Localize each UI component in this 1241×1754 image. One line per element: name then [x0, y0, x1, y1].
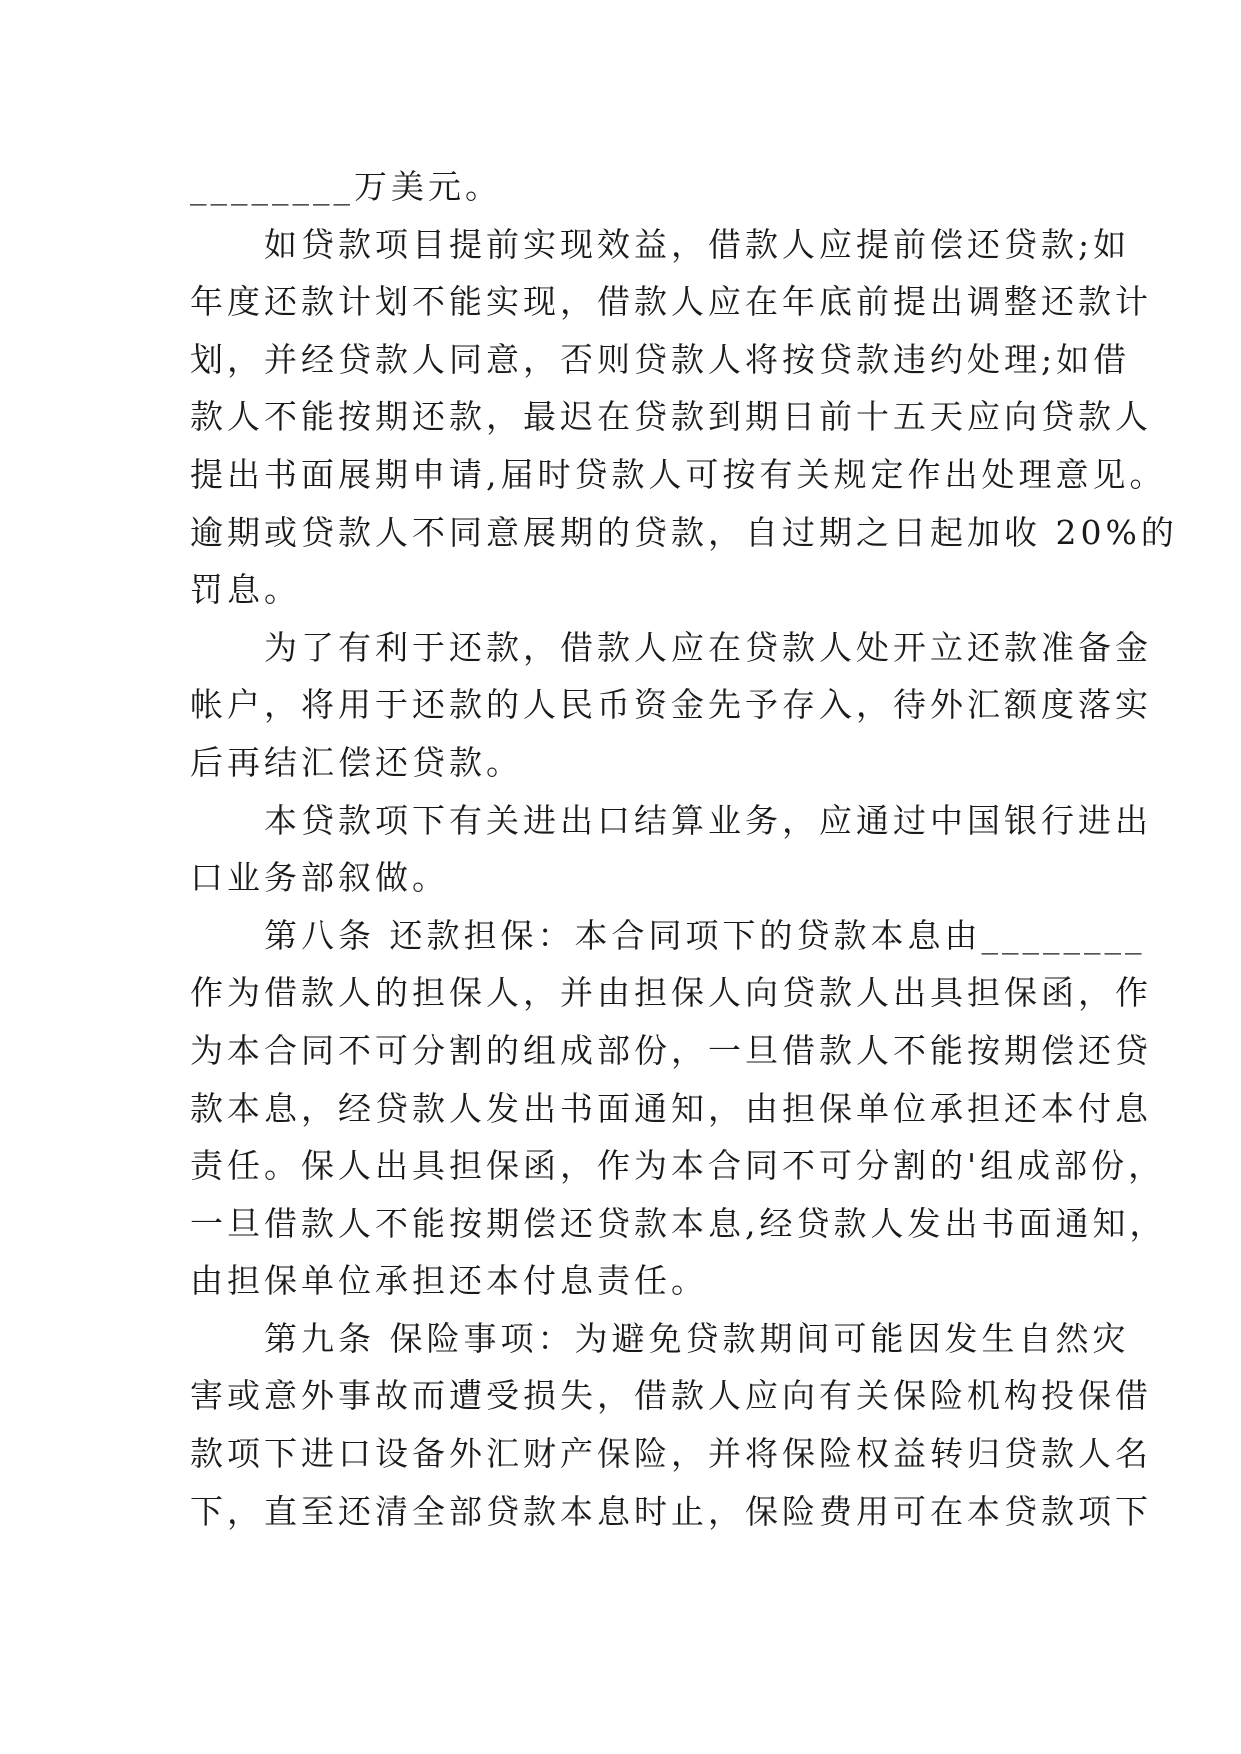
text-line: 款人不能按期还款，最迟在贷款到期日前十五天应向贷款人	[190, 397, 1152, 437]
document-page	[190, 158, 1178, 1540]
text-line: 款本息，经贷款人发出书面通知，由担保单位承担还本付息	[190, 1088, 1152, 1128]
text-line: 本贷款项下有关进出口结算业务，应通过中国银行进出	[190, 800, 1152, 840]
text-line: 为本合同不可分割的组成部份，一旦借款人不能按期偿还贷	[190, 1030, 1152, 1070]
text-line: 逾期或贷款人不同意展期的贷款，自过期之日起加收 20%的	[190, 512, 1178, 552]
text-line: 责任。保人出具担保函，作为本合同不可分割的'组成部份，	[190, 1146, 1166, 1186]
text-line: 如贷款项目提前实现效益，借款人应提前偿还贷款;如	[190, 224, 1131, 264]
text-line: 下，直至还清全部贷款本息时止，保险费用可在本贷款项下	[190, 1491, 1152, 1531]
text-line: 第九条 保险事项：为避免贷款期间可能因发生自然灾	[190, 1318, 1130, 1358]
text-line: 作为借款人的担保人，并由担保人向贷款人出具担保函，作	[190, 973, 1152, 1013]
text-line: 年度还款计划不能实现，借款人应在年底前提出调整还款计	[190, 282, 1152, 322]
text-line: ________万美元。	[190, 167, 502, 206]
text-line: 罚息。	[190, 570, 301, 610]
text-line: 为了有利于还款，借款人应在贷款人处开立还款准备金	[190, 627, 1152, 667]
text-line: 第八条 还款担保：本合同项下的贷款本息由________	[190, 915, 1146, 955]
text-line: 后再结汇偿还贷款。	[190, 742, 523, 782]
text-line: 口业务部叙做。	[190, 858, 449, 898]
text-line: 划，并经贷款人同意，否则贷款人将按贷款违约处理;如借	[190, 339, 1131, 379]
text-line: 帐户，将用于还款的人民币资金先予存入，待外汇额度落实	[190, 685, 1152, 725]
text-line: 一旦借款人不能按期偿还贷款本息,经贷款人发出书面通知，	[190, 1203, 1167, 1243]
text-line: 提出书面展期申请,届时贷款人可按有关规定作出处理意见。	[190, 454, 1167, 494]
text-line: 款项下进口设备外汇财产保险，并将保险权益转归贷款人名	[190, 1434, 1152, 1474]
text-line: 害或意外事故而遭受损失，借款人应向有关保险机构投保借	[190, 1376, 1152, 1416]
text-line: 由担保单位承担还本付息责任。	[190, 1261, 708, 1301]
